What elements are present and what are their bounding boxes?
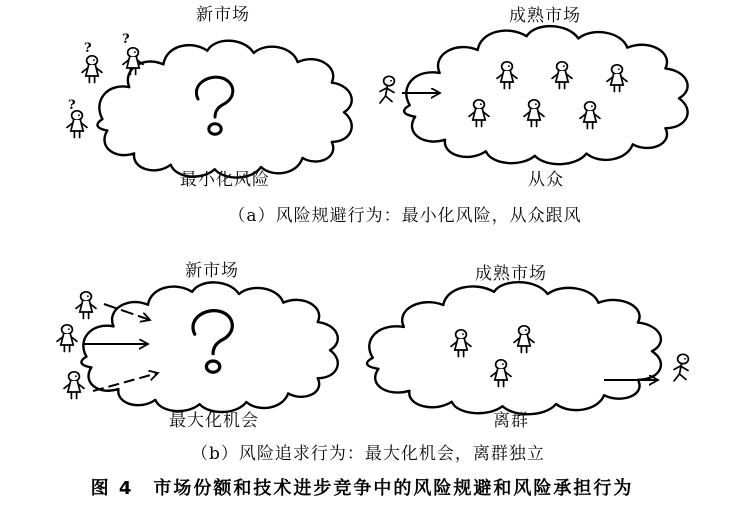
panel-a-new-market-cloud-group xyxy=(67,32,352,178)
cloud-shape xyxy=(81,282,337,412)
person-icon xyxy=(380,76,394,103)
panel-b-right-caption: 离群 xyxy=(493,411,529,431)
panel-b-mature-market-cloud-group xyxy=(367,282,688,414)
panel-a-mature-market-cloud-group xyxy=(380,26,688,164)
panel-b-right-title: 成熟市场 xyxy=(475,264,547,284)
person-icon xyxy=(67,111,87,138)
person-icon xyxy=(82,56,102,83)
panel-b-left-caption: 最大化机会 xyxy=(169,411,259,431)
question-mark-icon: ? xyxy=(84,41,92,56)
panel-a-right-caption: 从众 xyxy=(528,170,564,190)
cloud-shape xyxy=(404,26,687,164)
panel-a-right-title: 成熟市场 xyxy=(509,6,581,26)
panel-a-left-caption: 最小化风险 xyxy=(180,170,270,190)
panel-b-label: （b）风险追求行为：最大化机会，离群独立 xyxy=(191,444,545,464)
person-icon xyxy=(64,372,84,399)
panel-b-new-market-cloud-group xyxy=(57,282,338,412)
person-icon xyxy=(57,325,77,352)
question-mark-icon: ? xyxy=(122,32,130,47)
panel-a-left-title: 新市场 xyxy=(196,5,250,25)
panel-b-left-title: 新市场 xyxy=(185,261,239,281)
person-icon xyxy=(674,354,688,381)
panel-a-label: （a）风险规避行为：最小化风险，从众跟风 xyxy=(228,206,582,226)
cloud-shape xyxy=(367,282,661,414)
question-mark-icon: ? xyxy=(68,98,76,113)
person-icon xyxy=(76,292,96,319)
figure-caption: 图 4 市场份额和技术进步竞争中的风险规避和风险承担行为 xyxy=(90,478,634,499)
